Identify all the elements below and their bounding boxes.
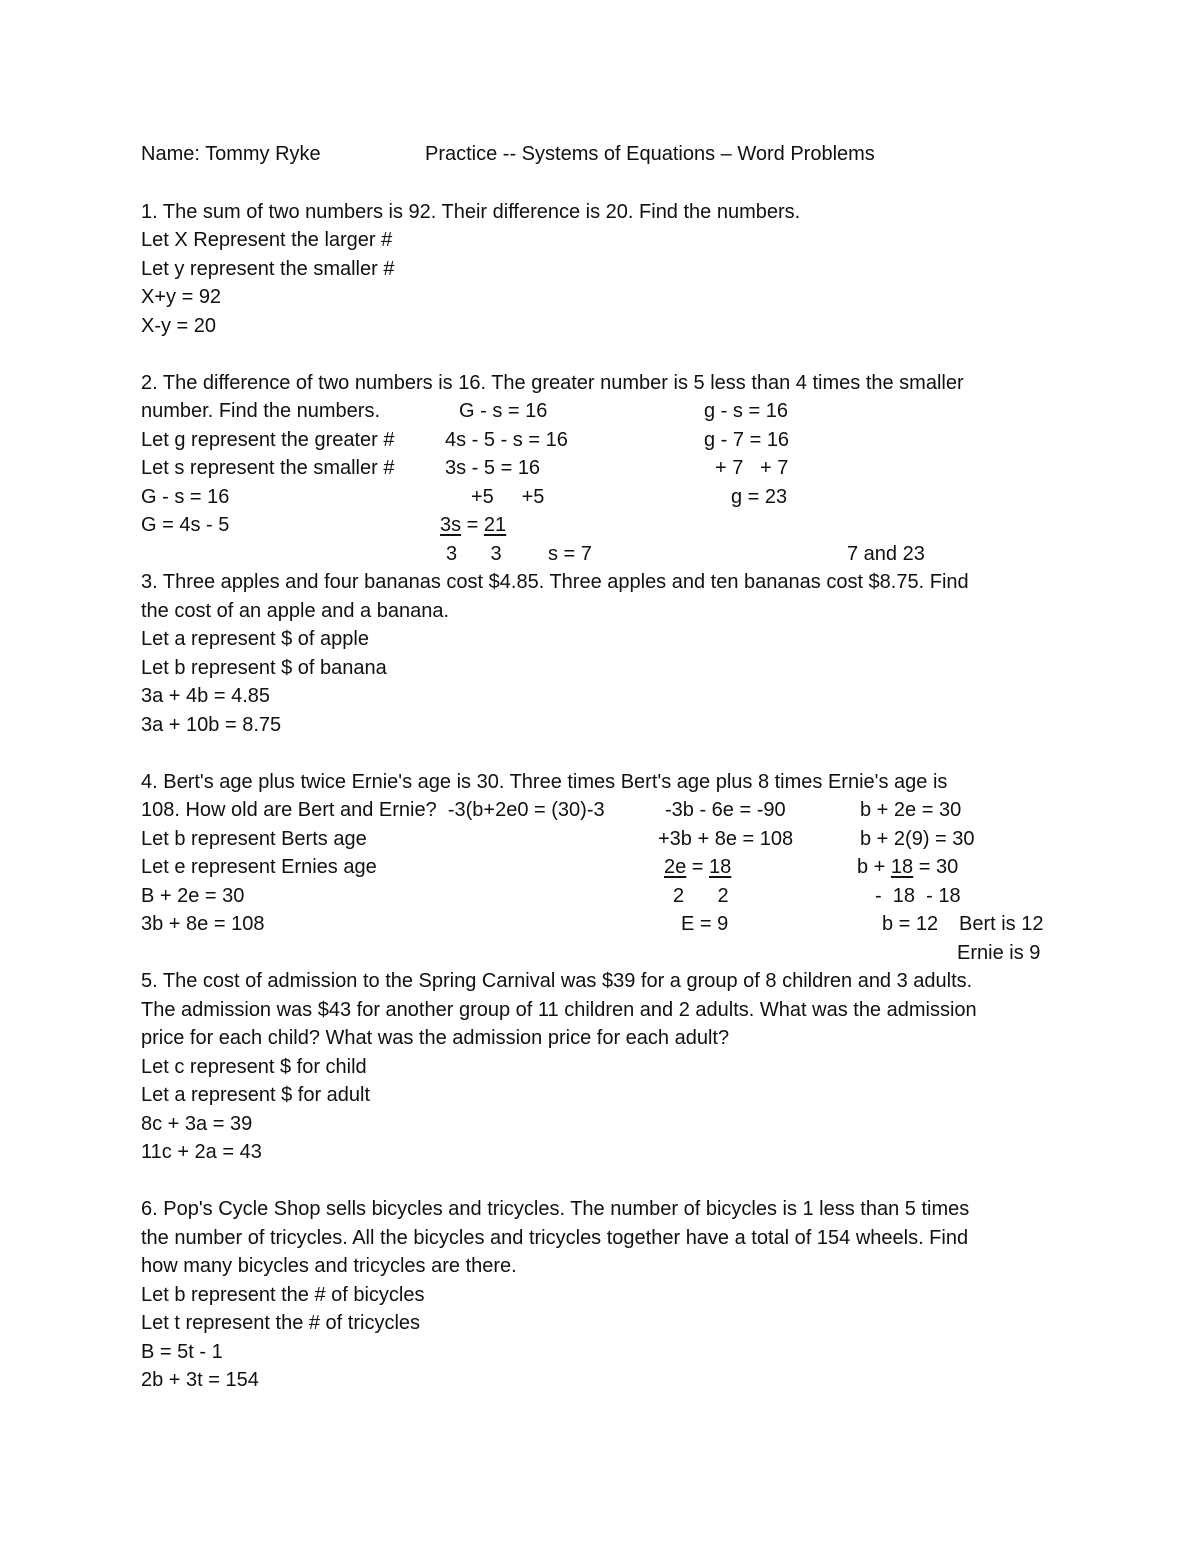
variable-definition: Let X Represent the larger # — [141, 229, 393, 251]
problem-question: price for each child? What was the admission price for each adult? — [141, 1027, 730, 1049]
answer: Bert is 12 — [959, 913, 1044, 935]
variable-definition: Let t represent the # of tricycles — [141, 1312, 421, 1334]
problem-question: 2. The difference of two numbers is 16. The greater number is 5 less than 4 times the smaller — [141, 372, 964, 394]
work-text: b + — [857, 856, 891, 878]
work-step: +5 +5 — [471, 486, 545, 508]
work-step: 3 3 — [446, 543, 502, 565]
answer: 7 and 23 — [847, 543, 925, 565]
equation: X-y = 20 — [141, 315, 217, 337]
equation: 3b + 8e = 108 — [141, 913, 265, 935]
equation: 3a + 4b = 4.85 — [141, 685, 271, 707]
work-step: - 18 - 18 — [875, 885, 961, 907]
problem-question: 1. The sum of two numbers is 92. Their difference is 20. Find the numbers. — [141, 201, 801, 223]
variable-definition: Let e represent Ernies age — [141, 856, 377, 878]
problem-question: 3. Three apples and four bananas cost $4.85. Three apples and ten bananas cost $8.75. Find — [141, 571, 969, 593]
variable-definition: Let a represent $ for adult — [141, 1084, 371, 1106]
work-step: + 7 + 7 — [715, 457, 789, 479]
problem-question: the cost of an apple and a banana. — [141, 600, 450, 622]
underlined-term: 21 — [483, 514, 507, 536]
problem-question: 4. Bert's age plus twice Ernie's age is 30. Three times Bert's age plus 8 times Ernie's age is — [141, 771, 948, 793]
equation: G - s = 16 — [141, 486, 230, 508]
student-name: Name: Tommy Ryke — [141, 143, 321, 165]
work-result: b = 12 — [882, 913, 939, 935]
equation: B + 2e = 30 — [141, 885, 245, 907]
work-step: b + 2(9) = 30 — [860, 828, 975, 850]
equation: 3a + 10b = 8.75 — [141, 714, 282, 736]
work-text: = 30 — [913, 856, 959, 878]
answer: Ernie is 9 — [957, 942, 1041, 964]
variable-definition: Let b represent the # of bicycles — [141, 1284, 425, 1306]
work-step: b + 2e = 30 — [860, 799, 962, 821]
equals-sign: = — [461, 514, 484, 536]
work-step: +3b + 8e = 108 — [658, 828, 794, 850]
variable-definition: Let s represent the smaller # — [141, 457, 395, 479]
variable-definition: Let b represent $ of banana — [141, 657, 387, 679]
work-result: g = 23 — [731, 486, 788, 508]
work-step: 4s - 5 - s = 16 — [445, 429, 568, 451]
work-step — [440, 513, 506, 537]
equation: X+y = 92 — [141, 286, 222, 308]
problem-question: The admission was $43 for another group of 11 children and 2 adults. What was the admission — [141, 999, 977, 1021]
work-step: 3s - 5 = 16 — [445, 457, 541, 479]
work-step: 2 2 — [673, 885, 729, 907]
problem-question: 5. The cost of admission to the Spring Carnival was $39 for a group of 8 children and 3 adults. — [141, 970, 973, 992]
problem-question: 6. Pop's Cycle Shop sells bicycles and tricycles. The number of bicycles is 1 less than 5 times — [141, 1198, 970, 1220]
variable-definition: Let y represent the smaller # — [141, 258, 395, 280]
underlined-term: 3s — [440, 514, 462, 536]
variable-definition: Let c represent $ for child — [141, 1056, 367, 1078]
equation: G = 4s - 5 — [141, 514, 230, 536]
work-result: s = 7 — [548, 543, 592, 565]
work-step — [664, 855, 731, 879]
underlined-term: 18 — [890, 856, 914, 878]
problem-question: number. Find the numbers. — [141, 400, 381, 422]
worksheet-title: Practice -- Systems of Equations – Word Problems — [425, 143, 875, 165]
underlined-term: 18 — [709, 856, 732, 878]
work-step — [857, 855, 958, 879]
equation: 11c + 2a = 43 — [141, 1141, 262, 1163]
underlined-term: 2e — [664, 856, 687, 878]
problem-question: the number of tricycles. All the bicycles and tricycles together have a total of 154 wheels. Find — [141, 1227, 969, 1249]
problem-question: 108. How old are Bert and Ernie? -3(b+2e0 = (30)-3 — [141, 799, 605, 821]
equals-sign: = — [686, 856, 710, 878]
work-step: g - s = 16 — [704, 400, 788, 422]
work-step: -3b - 6e = -90 — [665, 799, 786, 821]
variable-definition: Let b represent Berts age — [141, 828, 367, 850]
equation: B = 5t - 1 — [141, 1341, 223, 1363]
problem-question: how many bicycles and tricycles are there. — [141, 1255, 517, 1277]
work-step: g - 7 = 16 — [704, 429, 790, 451]
work-result: E = 9 — [681, 913, 729, 935]
equation: 2b + 3t = 154 — [141, 1369, 259, 1391]
work-step: G - s = 16 — [459, 400, 548, 422]
variable-definition: Let g represent the greater # — [141, 429, 395, 451]
variable-definition: Let a represent $ of apple — [141, 628, 369, 650]
equation: 8c + 3a = 39 — [141, 1113, 253, 1135]
